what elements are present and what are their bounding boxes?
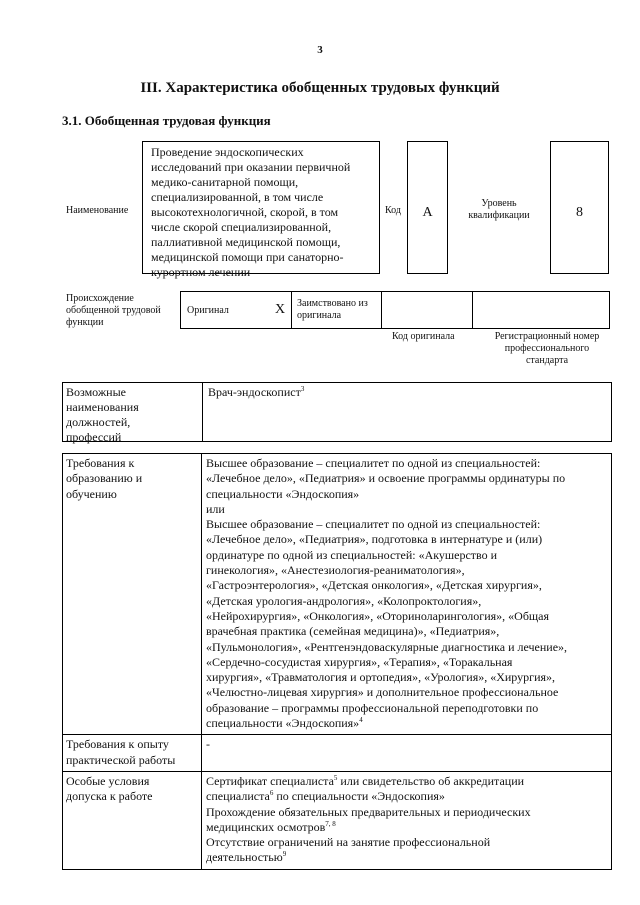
positions-label: Возможные наименования должностей, профессий (66, 385, 139, 444)
function-name-box (142, 141, 380, 279)
borrowed-label: Заимствовано из оригинала (297, 298, 368, 321)
code-label: Код (385, 205, 401, 216)
education-value: Высшее образование – специалитет по одной из специальностей: «Лечебное дело», «Педиатрия» и освоение программы ординатуры по специальности «Эндоскопия» или Высшее образование – специалитет по одной из специальностей: «Лечебное дело», «Педиатрия», подготовка в интернатуре и (или) ординатуре по одной из специальностей: «Акушерство и гинекология», «Анестезиология-реаниматология», «Гастроэнтерология», «Детская онкология», «Детская хирургия», «Детская урология-андрология», «Колопроктология», «Нейрохирургия», «Онкология», «Оториноларингология», «Общая врачебная практика (семейная медицина)», «Педиатрия», «Пульмонология», «Рентгенэндоваскулярные диагностика и лечение», «Сердечно-сосудистая хирургия», «Терапия», «Торакальная хирургия», «Травматология и ортопедия», «Урология», «Хирургия», «Челюстно-лицевая хирургия» и дополнительное профессиональное образование – программы профессиональной переподготовки по специальности «Эндоскопия»$^4$ (202, 454, 612, 735)
code-box (407, 141, 448, 274)
experience-row (63, 735, 612, 772)
level-box (550, 141, 609, 274)
level-label: Уровень квалификации (468, 198, 530, 221)
experience-value: - (202, 735, 612, 772)
original-label: Оригинал (187, 305, 229, 316)
subsection-title: 3.1. Обобщенная трудовая функция (62, 113, 271, 128)
reg-number-label: Регистрационный номер профессионального стандарта (494, 331, 600, 366)
education-label: Требования к образованию и обучению (63, 454, 202, 735)
special-conditions-value: Сертификат специалиста$^5$ или свидетельство об аккредитации специалиста$^6$ по специальности «Эндоскопия» Прохождение обязательных предварительных и периодических медицинских осмотров$^{7, 8}$ Отсутствие ограничений на занятие профессиональной деятельностью$^9$ (202, 771, 612, 869)
page-number: 3 (317, 44, 323, 56)
code-original-label: Код оригинала (392, 331, 455, 342)
requirements-table (62, 453, 612, 870)
function-name-text: Проведение эндоскопических исследований при оказании первичной медико-санитарной помощи, специализированной, в том числе высокотехнологичной, скорой, в том числе скорой специализированной, паллиативной медицинской помощи, медицинской помощи при санаторно- курортном лечении (151, 145, 351, 279)
origin-table (180, 291, 610, 329)
section-title: III. Характеристика обобщенных трудовых функций (140, 80, 500, 96)
positions-table (62, 382, 612, 442)
special-conditions-row (63, 771, 612, 869)
positions-value: Врач-эндоскопист$^3$ (208, 385, 305, 399)
original-mark: X (275, 302, 286, 317)
code-value: A (422, 205, 433, 220)
level-value: 8 (576, 205, 583, 220)
education-row (63, 454, 612, 735)
experience-label: Требования к опыту практической работы (63, 735, 202, 772)
name-label: Наименование (66, 205, 129, 216)
origin-label: Происхождение обобщенной трудовой функции (66, 293, 161, 328)
special-conditions-label: Особые условия допуска к работе (63, 771, 202, 869)
